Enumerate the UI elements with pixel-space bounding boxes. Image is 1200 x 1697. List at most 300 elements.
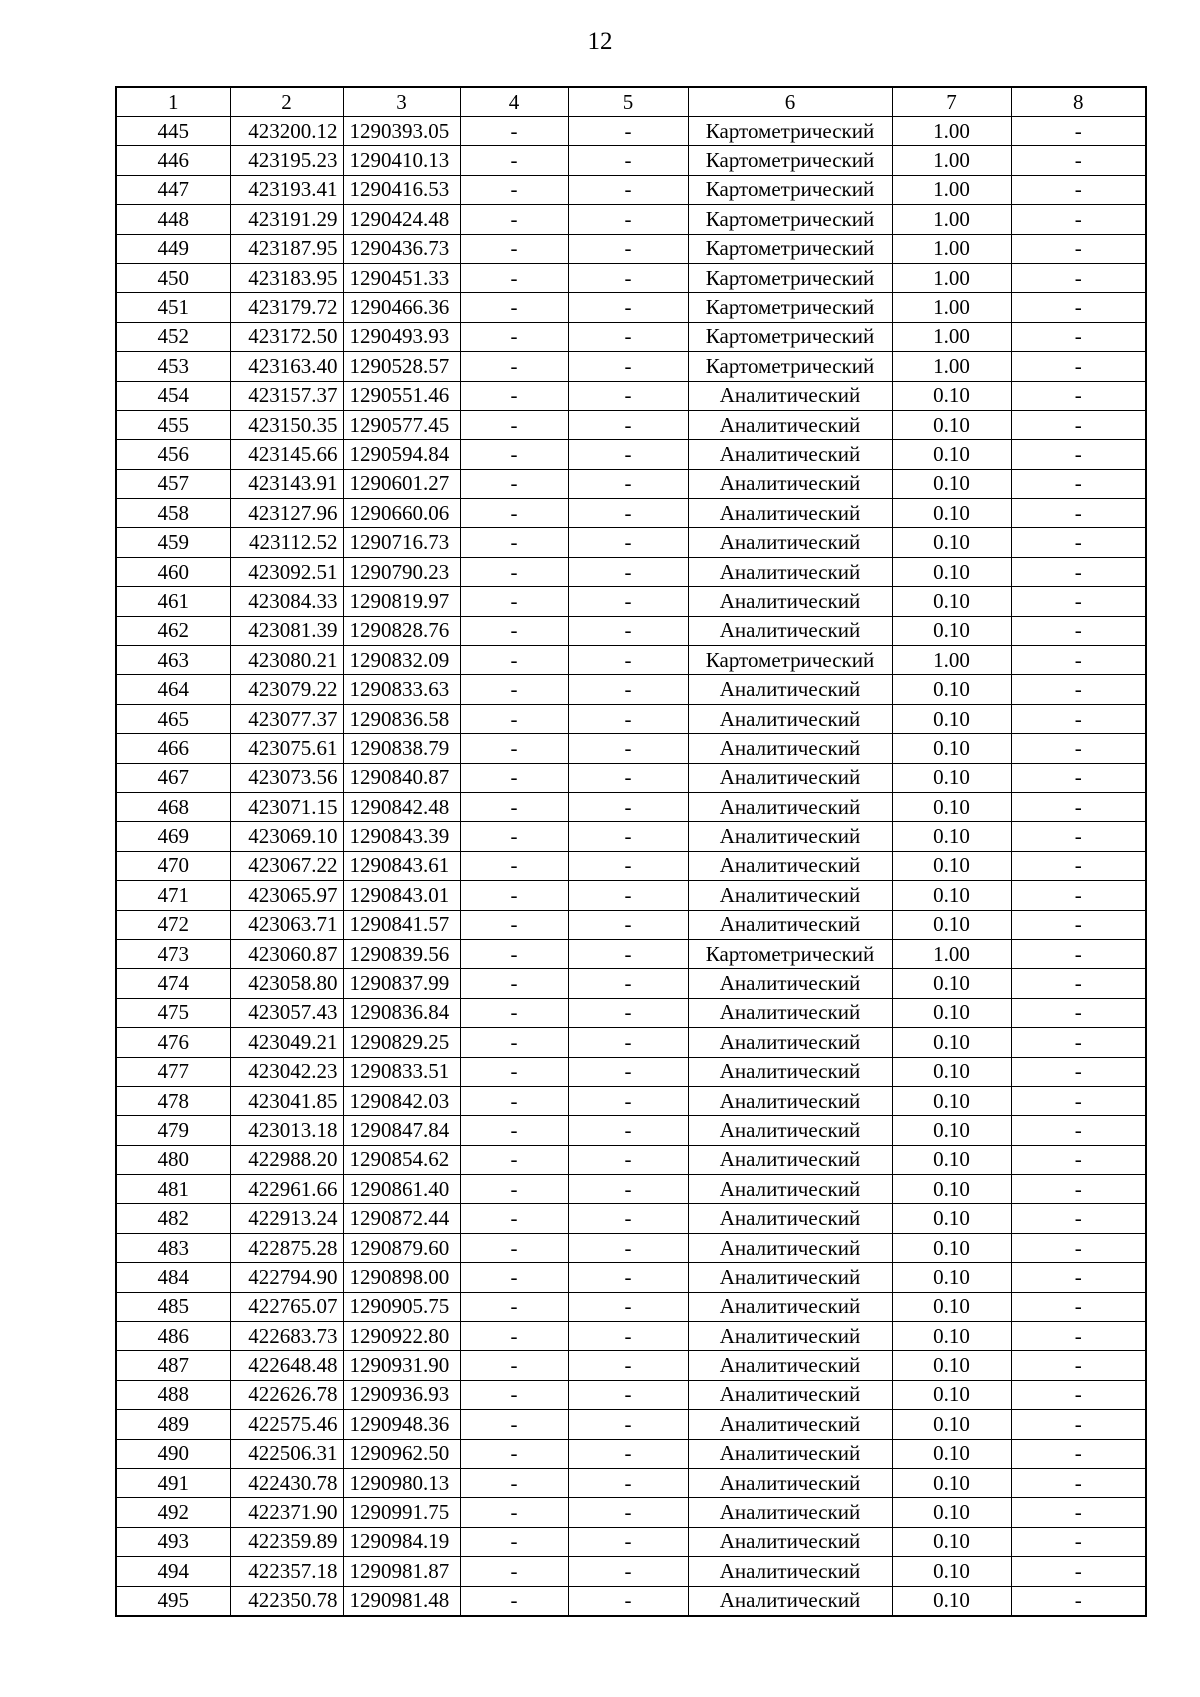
x-coordinate-cell: 423143.91	[230, 469, 343, 498]
col4-cell: -	[460, 998, 568, 1027]
accuracy-cell: 1.00	[892, 939, 1011, 968]
y-coordinate-cell: 1290879.60	[343, 1233, 460, 1262]
accuracy-cell: 0.10	[892, 1586, 1011, 1616]
y-coordinate-cell: 1290493.93	[343, 322, 460, 351]
col5-cell: -	[568, 1586, 688, 1616]
col5-cell: -	[568, 1410, 688, 1439]
method-cell: Аналитический	[688, 1204, 892, 1233]
table-row	[116, 763, 1146, 792]
method-cell: Картометрический	[688, 646, 892, 675]
table-row	[116, 587, 1146, 616]
table-row	[116, 1586, 1146, 1616]
col5-cell: -	[568, 1322, 688, 1351]
col5-cell: -	[568, 469, 688, 498]
table-row	[116, 234, 1146, 263]
accuracy-cell: 0.10	[892, 1410, 1011, 1439]
accuracy-cell: 0.10	[892, 469, 1011, 498]
col8-cell: -	[1011, 117, 1146, 146]
y-coordinate-cell: 1290872.44	[343, 1204, 460, 1233]
col4-cell: -	[460, 1057, 568, 1086]
method-cell: Аналитический	[688, 704, 892, 733]
y-coordinate-cell: 1290861.40	[343, 1175, 460, 1204]
accuracy-cell: 1.00	[892, 293, 1011, 322]
column-header: 3	[343, 87, 460, 117]
method-cell: Аналитический	[688, 675, 892, 704]
x-coordinate-cell: 423195.23	[230, 146, 343, 175]
x-coordinate-cell: 422575.46	[230, 1410, 343, 1439]
col5-cell: -	[568, 587, 688, 616]
col4-cell: -	[460, 969, 568, 998]
accuracy-cell: 0.10	[892, 1028, 1011, 1057]
col5-cell: -	[568, 792, 688, 821]
table-row	[116, 1410, 1146, 1439]
point-number-cell: 450	[116, 263, 230, 292]
col5-cell: -	[568, 117, 688, 146]
accuracy-cell: 0.10	[892, 969, 1011, 998]
table-row	[116, 646, 1146, 675]
y-coordinate-cell: 1290962.50	[343, 1439, 460, 1468]
x-coordinate-cell: 422765.07	[230, 1292, 343, 1321]
method-cell: Аналитический	[688, 1351, 892, 1380]
table-row	[116, 734, 1146, 763]
col8-cell: -	[1011, 734, 1146, 763]
col4-cell: -	[460, 1410, 568, 1439]
col4-cell: -	[460, 146, 568, 175]
y-coordinate-cell: 1290601.27	[343, 469, 460, 498]
method-cell: Картометрический	[688, 205, 892, 234]
table-row	[116, 1175, 1146, 1204]
x-coordinate-cell: 423092.51	[230, 557, 343, 586]
column-header: 7	[892, 87, 1011, 117]
col4-cell: -	[460, 1263, 568, 1292]
col4-cell: -	[460, 910, 568, 939]
col8-cell: -	[1011, 175, 1146, 204]
accuracy-cell: 1.00	[892, 234, 1011, 263]
col4-cell: -	[460, 587, 568, 616]
method-cell: Аналитический	[688, 410, 892, 439]
point-number-cell: 457	[116, 469, 230, 498]
x-coordinate-cell: 423172.50	[230, 322, 343, 351]
col5-cell: -	[568, 1057, 688, 1086]
col4-cell: -	[460, 1351, 568, 1380]
col5-cell: -	[568, 734, 688, 763]
col5-cell: -	[568, 528, 688, 557]
point-number-cell: 445	[116, 117, 230, 146]
col5-cell: -	[568, 1116, 688, 1145]
col4-cell: -	[460, 322, 568, 351]
col8-cell: -	[1011, 969, 1146, 998]
accuracy-cell: 0.10	[892, 1322, 1011, 1351]
col5-cell: -	[568, 1145, 688, 1174]
accuracy-cell: 1.00	[892, 322, 1011, 351]
method-cell: Картометрический	[688, 175, 892, 204]
table-row	[116, 1557, 1146, 1586]
table-row	[116, 1527, 1146, 1556]
table-row	[116, 1322, 1146, 1351]
method-cell: Аналитический	[688, 1439, 892, 1468]
col4-cell: -	[460, 1322, 568, 1351]
col5-cell: -	[568, 910, 688, 939]
accuracy-cell: 0.10	[892, 528, 1011, 557]
col4-cell: -	[460, 675, 568, 704]
col8-cell: -	[1011, 1498, 1146, 1527]
col8-cell: -	[1011, 881, 1146, 910]
accuracy-cell: 0.10	[892, 1557, 1011, 1586]
col8-cell: -	[1011, 1145, 1146, 1174]
table-row	[116, 1086, 1146, 1115]
col4-cell: -	[460, 1233, 568, 1262]
y-coordinate-cell: 1290980.13	[343, 1468, 460, 1497]
table-row	[116, 1204, 1146, 1233]
x-coordinate-cell: 423065.97	[230, 881, 343, 910]
x-coordinate-cell: 423069.10	[230, 822, 343, 851]
point-number-cell: 494	[116, 1557, 230, 1586]
y-coordinate-cell: 1290898.00	[343, 1263, 460, 1292]
col4-cell: -	[460, 1086, 568, 1115]
method-cell: Аналитический	[688, 734, 892, 763]
y-coordinate-cell: 1290833.51	[343, 1057, 460, 1086]
table-row	[116, 293, 1146, 322]
col4-cell: -	[460, 293, 568, 322]
table-row	[116, 1116, 1146, 1145]
table-row	[116, 263, 1146, 292]
col8-cell: -	[1011, 763, 1146, 792]
accuracy-cell: 1.00	[892, 175, 1011, 204]
y-coordinate-cell: 1290843.39	[343, 822, 460, 851]
col5-cell: -	[568, 939, 688, 968]
y-coordinate-cell: 1290833.63	[343, 675, 460, 704]
x-coordinate-cell: 423079.22	[230, 675, 343, 704]
col5-cell: -	[568, 969, 688, 998]
table-row	[116, 1057, 1146, 1086]
y-coordinate-cell: 1290716.73	[343, 528, 460, 557]
table-row	[116, 499, 1146, 528]
col8-cell: -	[1011, 322, 1146, 351]
point-number-cell: 453	[116, 352, 230, 381]
col5-cell: -	[568, 440, 688, 469]
col5-cell: -	[568, 146, 688, 175]
col5-cell: -	[568, 234, 688, 263]
x-coordinate-cell: 422506.31	[230, 1439, 343, 1468]
x-coordinate-cell: 423081.39	[230, 616, 343, 645]
point-number-cell: 478	[116, 1086, 230, 1115]
col5-cell: -	[568, 881, 688, 910]
col8-cell: -	[1011, 410, 1146, 439]
col8-cell: -	[1011, 1322, 1146, 1351]
col5-cell: -	[568, 322, 688, 351]
x-coordinate-cell: 423179.72	[230, 293, 343, 322]
col8-cell: -	[1011, 440, 1146, 469]
col5-cell: -	[568, 1204, 688, 1233]
col5-cell: -	[568, 381, 688, 410]
col4-cell: -	[460, 499, 568, 528]
x-coordinate-cell: 423084.33	[230, 587, 343, 616]
table-body	[116, 117, 1146, 1616]
col8-cell: -	[1011, 499, 1146, 528]
col8-cell: -	[1011, 469, 1146, 498]
col4-cell: -	[460, 1204, 568, 1233]
table-row	[116, 1028, 1146, 1057]
y-coordinate-cell: 1290451.33	[343, 263, 460, 292]
method-cell: Аналитический	[688, 1263, 892, 1292]
table-row	[116, 1380, 1146, 1409]
table-row	[116, 1351, 1146, 1380]
col5-cell: -	[568, 1468, 688, 1497]
x-coordinate-cell: 423145.66	[230, 440, 343, 469]
point-number-cell: 447	[116, 175, 230, 204]
col8-cell: -	[1011, 528, 1146, 557]
table-row	[116, 381, 1146, 410]
col8-cell: -	[1011, 1351, 1146, 1380]
table-row	[116, 1145, 1146, 1174]
col5-cell: -	[568, 352, 688, 381]
coordinates-table	[115, 86, 1147, 1617]
table-row	[116, 352, 1146, 381]
accuracy-cell: 0.10	[892, 1086, 1011, 1115]
point-number-cell: 461	[116, 587, 230, 616]
method-cell: Аналитический	[688, 1233, 892, 1262]
point-number-cell: 467	[116, 763, 230, 792]
method-cell: Аналитический	[688, 1380, 892, 1409]
col4-cell: -	[460, 1145, 568, 1174]
accuracy-cell: 0.10	[892, 1204, 1011, 1233]
col4-cell: -	[460, 381, 568, 410]
col8-cell: -	[1011, 1175, 1146, 1204]
point-number-cell: 486	[116, 1322, 230, 1351]
col5-cell: -	[568, 410, 688, 439]
col4-cell: -	[460, 1028, 568, 1057]
col5-cell: -	[568, 1380, 688, 1409]
table-row	[116, 881, 1146, 910]
y-coordinate-cell: 1290836.58	[343, 704, 460, 733]
col5-cell: -	[568, 499, 688, 528]
accuracy-cell: 0.10	[892, 587, 1011, 616]
x-coordinate-cell: 423042.23	[230, 1057, 343, 1086]
accuracy-cell: 1.00	[892, 646, 1011, 675]
x-coordinate-cell: 423057.43	[230, 998, 343, 1027]
method-cell: Аналитический	[688, 1410, 892, 1439]
point-number-cell: 460	[116, 557, 230, 586]
col5-cell: -	[568, 822, 688, 851]
x-coordinate-cell: 423127.96	[230, 499, 343, 528]
col8-cell: -	[1011, 1204, 1146, 1233]
col8-cell: -	[1011, 587, 1146, 616]
col4-cell: -	[460, 352, 568, 381]
col8-cell: -	[1011, 1468, 1146, 1497]
x-coordinate-cell: 422875.28	[230, 1233, 343, 1262]
point-number-cell: 446	[116, 146, 230, 175]
point-number-cell: 462	[116, 616, 230, 645]
col8-cell: -	[1011, 1527, 1146, 1556]
col8-cell: -	[1011, 792, 1146, 821]
col4-cell: -	[460, 469, 568, 498]
method-cell: Картометрический	[688, 352, 892, 381]
table-row	[116, 440, 1146, 469]
col8-cell: -	[1011, 234, 1146, 263]
col5-cell: -	[568, 1557, 688, 1586]
y-coordinate-cell: 1290847.84	[343, 1116, 460, 1145]
accuracy-cell: 0.10	[892, 1116, 1011, 1145]
accuracy-cell: 0.10	[892, 1380, 1011, 1409]
col4-cell: -	[460, 528, 568, 557]
x-coordinate-cell: 422626.78	[230, 1380, 343, 1409]
accuracy-cell: 0.10	[892, 1527, 1011, 1556]
x-coordinate-cell: 423073.56	[230, 763, 343, 792]
accuracy-cell: 0.10	[892, 1351, 1011, 1380]
col4-cell: -	[460, 410, 568, 439]
accuracy-cell: 0.10	[892, 675, 1011, 704]
y-coordinate-cell: 1290828.76	[343, 616, 460, 645]
method-cell: Картометрический	[688, 322, 892, 351]
x-coordinate-cell: 423060.87	[230, 939, 343, 968]
col4-cell: -	[460, 117, 568, 146]
table-row	[116, 939, 1146, 968]
point-number-cell: 495	[116, 1586, 230, 1616]
col8-cell: -	[1011, 381, 1146, 410]
col4-cell: -	[460, 1557, 568, 1586]
col4-cell: -	[460, 1380, 568, 1409]
y-coordinate-cell: 1290832.09	[343, 646, 460, 675]
accuracy-cell: 0.10	[892, 440, 1011, 469]
col5-cell: -	[568, 1498, 688, 1527]
col8-cell: -	[1011, 557, 1146, 586]
point-number-cell: 449	[116, 234, 230, 263]
accuracy-cell: 0.10	[892, 1292, 1011, 1321]
method-cell: Картометрический	[688, 146, 892, 175]
y-coordinate-cell: 1290594.84	[343, 440, 460, 469]
accuracy-cell: 0.10	[892, 499, 1011, 528]
point-number-cell: 465	[116, 704, 230, 733]
col5-cell: -	[568, 1439, 688, 1468]
col5-cell: -	[568, 263, 688, 292]
accuracy-cell: 0.10	[892, 881, 1011, 910]
x-coordinate-cell: 422913.24	[230, 1204, 343, 1233]
accuracy-cell: 1.00	[892, 146, 1011, 175]
table-row	[116, 117, 1146, 146]
y-coordinate-cell: 1290905.75	[343, 1292, 460, 1321]
col4-cell: -	[460, 1468, 568, 1497]
col5-cell: -	[568, 763, 688, 792]
col4-cell: -	[460, 1498, 568, 1527]
column-header: 1	[116, 87, 230, 117]
table-row	[116, 1292, 1146, 1321]
x-coordinate-cell: 422648.48	[230, 1351, 343, 1380]
y-coordinate-cell: 1290842.03	[343, 1086, 460, 1115]
col4-cell: -	[460, 1292, 568, 1321]
table-row	[116, 469, 1146, 498]
table-row	[116, 1498, 1146, 1527]
y-coordinate-cell: 1290981.87	[343, 1557, 460, 1586]
point-number-cell: 463	[116, 646, 230, 675]
col4-cell: -	[460, 1527, 568, 1556]
x-coordinate-cell: 422350.78	[230, 1586, 343, 1616]
point-number-cell: 481	[116, 1175, 230, 1204]
y-coordinate-cell: 1290577.45	[343, 410, 460, 439]
x-coordinate-cell: 423150.35	[230, 410, 343, 439]
table-row	[116, 792, 1146, 821]
x-coordinate-cell: 422359.89	[230, 1527, 343, 1556]
point-number-cell: 489	[116, 1410, 230, 1439]
accuracy-cell: 1.00	[892, 263, 1011, 292]
y-coordinate-cell: 1290922.80	[343, 1322, 460, 1351]
table-row	[116, 1233, 1146, 1262]
point-number-cell: 482	[116, 1204, 230, 1233]
point-number-cell: 454	[116, 381, 230, 410]
table-row	[116, 1263, 1146, 1292]
y-coordinate-cell: 1290551.46	[343, 381, 460, 410]
method-cell: Аналитический	[688, 1527, 892, 1556]
col8-cell: -	[1011, 293, 1146, 322]
point-number-cell: 472	[116, 910, 230, 939]
point-number-cell: 469	[116, 822, 230, 851]
accuracy-cell: 0.10	[892, 1057, 1011, 1086]
y-coordinate-cell: 1290843.01	[343, 881, 460, 910]
col8-cell: -	[1011, 1233, 1146, 1262]
point-number-cell: 466	[116, 734, 230, 763]
col8-cell: -	[1011, 1439, 1146, 1468]
point-number-cell: 491	[116, 1468, 230, 1497]
point-number-cell: 470	[116, 851, 230, 880]
table-row	[116, 998, 1146, 1027]
col8-cell: -	[1011, 616, 1146, 645]
col5-cell: -	[568, 1233, 688, 1262]
table-row	[116, 616, 1146, 645]
accuracy-cell: 0.10	[892, 1263, 1011, 1292]
point-number-cell: 480	[116, 1145, 230, 1174]
method-cell: Аналитический	[688, 792, 892, 821]
table-row	[116, 822, 1146, 851]
method-cell: Картометрический	[688, 293, 892, 322]
y-coordinate-cell: 1290410.13	[343, 146, 460, 175]
table-row	[116, 175, 1146, 204]
table-row	[116, 557, 1146, 586]
point-number-cell: 485	[116, 1292, 230, 1321]
col5-cell: -	[568, 704, 688, 733]
table-row	[116, 410, 1146, 439]
col5-cell: -	[568, 998, 688, 1027]
col4-cell: -	[460, 1439, 568, 1468]
col4-cell: -	[460, 1586, 568, 1616]
table-row	[116, 322, 1146, 351]
accuracy-cell: 1.00	[892, 352, 1011, 381]
col4-cell: -	[460, 792, 568, 821]
x-coordinate-cell: 423063.71	[230, 910, 343, 939]
col8-cell: -	[1011, 1086, 1146, 1115]
method-cell: Аналитический	[688, 998, 892, 1027]
accuracy-cell: 0.10	[892, 998, 1011, 1027]
accuracy-cell: 0.10	[892, 704, 1011, 733]
accuracy-cell: 0.10	[892, 1468, 1011, 1497]
point-number-cell: 459	[116, 528, 230, 557]
y-coordinate-cell: 1290936.93	[343, 1380, 460, 1409]
point-number-cell: 451	[116, 293, 230, 322]
y-coordinate-cell: 1290819.97	[343, 587, 460, 616]
col4-cell: -	[460, 881, 568, 910]
accuracy-cell: 0.10	[892, 410, 1011, 439]
point-number-cell: 456	[116, 440, 230, 469]
col5-cell: -	[568, 1028, 688, 1057]
col8-cell: -	[1011, 205, 1146, 234]
col8-cell: -	[1011, 1116, 1146, 1145]
y-coordinate-cell: 1290842.48	[343, 792, 460, 821]
col5-cell: -	[568, 851, 688, 880]
x-coordinate-cell: 422961.66	[230, 1175, 343, 1204]
accuracy-cell: 0.10	[892, 1233, 1011, 1262]
x-coordinate-cell: 423191.29	[230, 205, 343, 234]
table-row	[116, 1468, 1146, 1497]
point-number-cell: 452	[116, 322, 230, 351]
method-cell: Аналитический	[688, 1028, 892, 1057]
